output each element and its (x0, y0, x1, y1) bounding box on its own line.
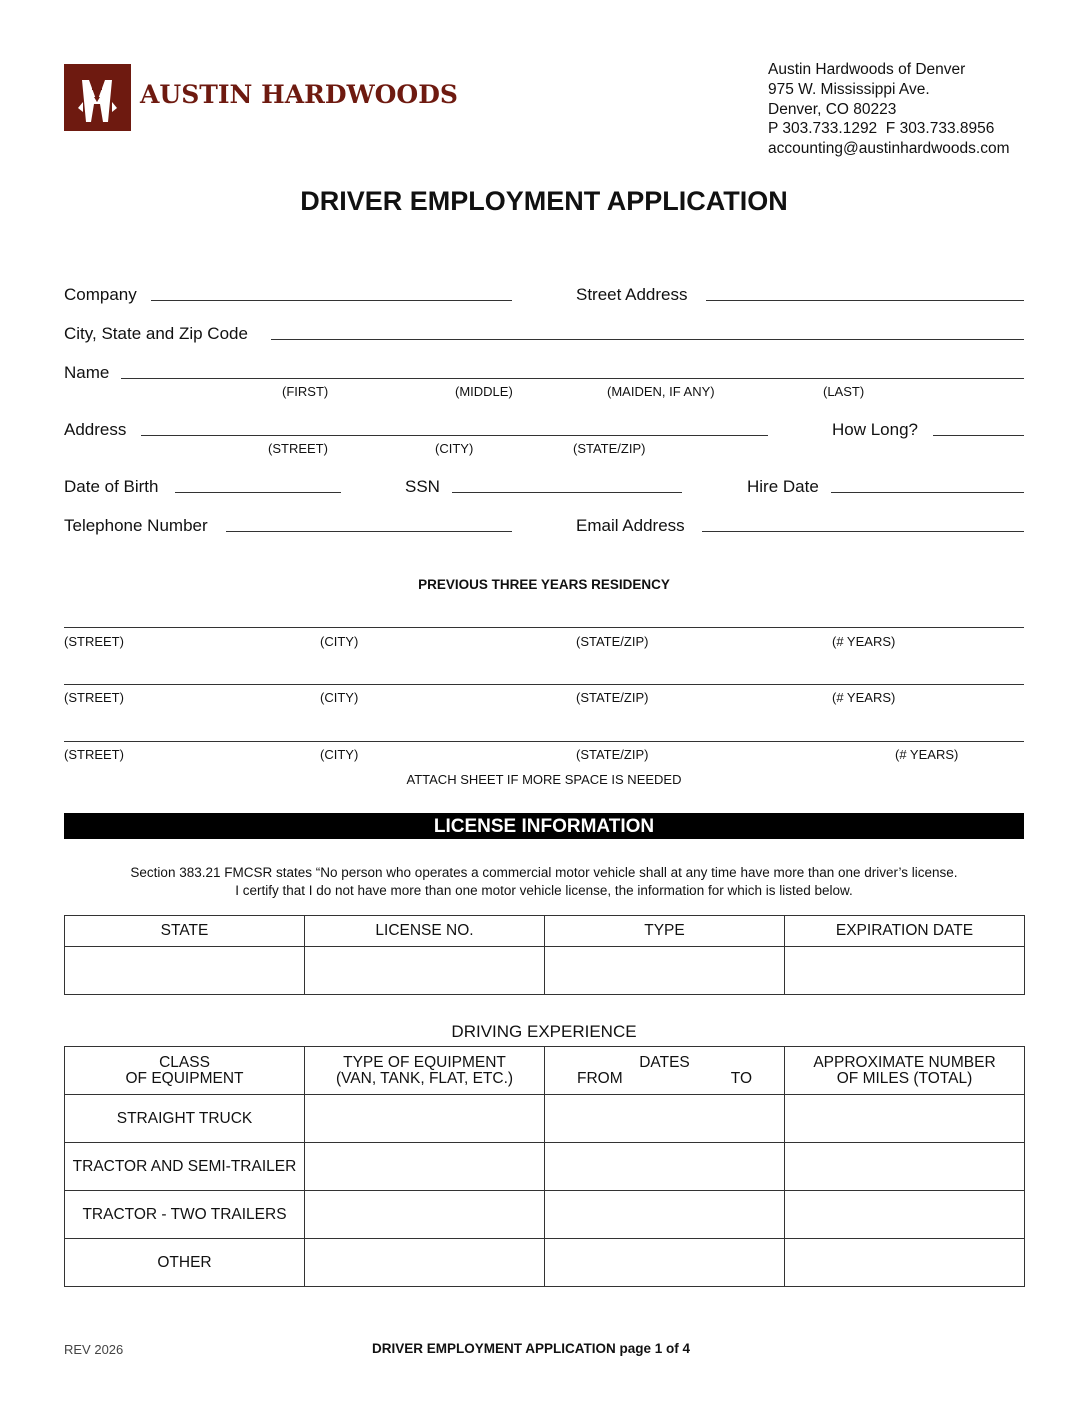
driving-experience-table (64, 1046, 1025, 1287)
exp-col-miles (785, 1047, 1025, 1095)
name-label: Name (64, 363, 110, 382)
exp-row-label: TRACTOR - TWO TRAILERS (65, 1191, 305, 1239)
residency-city-caption: (CITY) (320, 690, 359, 705)
license-col-type: TYPE (545, 916, 785, 947)
exp-miles-cell[interactable] (785, 1191, 1025, 1239)
city-state-zip-field[interactable] (271, 339, 1024, 340)
residency-years-caption: (# YEARS) (832, 634, 896, 649)
exp-col-dates-to: TO (730, 1069, 752, 1087)
phone-fax-line: P 303.733.1292 F 303.733.8956 (768, 120, 995, 138)
license-section-header: LICENSE INFORMATION (64, 813, 1024, 839)
address-line: Austin Hardwoods of Denver (768, 61, 966, 78)
exp-col-type-line: TYPE OF EQUIPMENT (343, 1053, 506, 1071)
exp-col-dates-from: FROM (577, 1069, 623, 1087)
email-label: Email Address (576, 516, 685, 535)
exp-type-cell[interactable] (305, 1239, 545, 1287)
residency-state-zip-caption: (STATE/ZIP) (576, 690, 649, 705)
license-state-cell[interactable] (65, 947, 305, 995)
address-line: 975 W. Mississippi Ave. (768, 80, 930, 98)
residency-years-caption: (# YEARS) (832, 690, 896, 705)
city-state-zip-label: City, State and Zip Code (64, 324, 248, 343)
exp-col-dates (545, 1047, 785, 1095)
name-maiden-caption: (MAIDEN, IF ANY) (607, 384, 715, 399)
company-label: Company (64, 285, 137, 304)
revision-label: REV 2026 (64, 1342, 124, 1357)
license-expiration-cell[interactable] (785, 947, 1025, 995)
footer-page-info (372, 1341, 690, 1356)
footer-title: DRIVER EMPLOYMENT APPLICATION (372, 1341, 616, 1356)
telephone-field[interactable] (226, 531, 512, 532)
exp-col-type-line: (VAN, TANK, FLAT, ETC.) (335, 1069, 514, 1087)
email-line: accounting@austinhardwoods.com (768, 140, 1010, 158)
exp-col-dates-title: DATES (639, 1053, 690, 1071)
email-field[interactable] (702, 531, 1024, 532)
exp-row-label: TRACTOR AND SEMI-TRAILER (65, 1143, 305, 1191)
how-long-label: How Long? (832, 420, 919, 439)
residency-line-3[interactable] (64, 741, 1024, 742)
license-type-cell[interactable] (545, 947, 785, 995)
address-city-caption: (CITY) (435, 441, 474, 456)
address-street-caption: (STREET) (268, 441, 328, 456)
exp-miles-cell[interactable] (785, 1143, 1025, 1191)
telephone-label: Telephone Number (64, 516, 208, 535)
residency-street-caption: (STREET) (64, 634, 124, 649)
residency-city-caption: (CITY) (320, 747, 359, 762)
residency-title: PREVIOUS THREE YEARS RESIDENCY (418, 577, 670, 592)
residency-years-caption: (# YEARS) (895, 747, 959, 762)
name-first-caption: (FIRST) (282, 384, 329, 399)
exp-type-cell[interactable] (305, 1191, 545, 1239)
exp-dates-cell[interactable] (545, 1239, 785, 1287)
dob-label: Date of Birth (64, 477, 159, 496)
exp-col-miles-line: OF MILES (TOTAL) (836, 1069, 973, 1087)
address-line: Denver, CO 80223 (768, 100, 897, 118)
how-long-field[interactable] (933, 435, 1024, 436)
exp-row-label: OTHER (65, 1239, 305, 1287)
address-label: Address (64, 420, 127, 439)
residency-state-zip-caption: (STATE/ZIP) (576, 747, 649, 762)
exp-col-class (65, 1047, 305, 1095)
exp-col-class-line: CLASS (159, 1053, 210, 1071)
name-middle-caption: (MIDDLE) (455, 384, 513, 399)
dob-field[interactable] (175, 492, 341, 493)
name-field[interactable] (121, 378, 1024, 379)
exp-col-type (305, 1047, 545, 1095)
license-number-cell[interactable] (305, 947, 545, 995)
address-state-zip-caption: (STATE/ZIP) (573, 441, 646, 456)
license-statement-line: Section 383.21 FMCSR states “No person who operates a commercial motor vehicle shall at any time have more than one driver’s license. (130, 865, 958, 880)
street-address-label: Street Address (576, 285, 688, 304)
license-statement-line: I certify that I do not have more than one motor vehicle license, the information for which is listed below. (235, 883, 853, 898)
hire-date-field[interactable] (831, 492, 1024, 493)
residency-state-zip-caption: (STATE/ZIP) (576, 634, 649, 649)
residency-street-caption: (STREET) (64, 690, 124, 705)
address-field[interactable] (141, 435, 768, 436)
exp-miles-cell[interactable] (785, 1095, 1025, 1143)
exp-row-label: STRAIGHT TRUCK (65, 1095, 305, 1143)
license-col-state: STATE (65, 916, 305, 947)
page-title: DRIVER EMPLOYMENT APPLICATION (300, 186, 788, 216)
exp-col-miles-line: APPROXIMATE NUMBER (813, 1053, 996, 1071)
exp-miles-cell[interactable] (785, 1239, 1025, 1287)
ssn-label: SSN (405, 477, 440, 496)
street-address-field[interactable] (706, 300, 1024, 301)
company-field[interactable] (151, 300, 512, 301)
austin-hardwoods-emblem-icon (64, 64, 131, 131)
driving-experience-title: DRIVING EXPERIENCE (451, 1022, 637, 1041)
exp-col-class-line: OF EQUIPMENT (125, 1069, 244, 1087)
residency-line-2[interactable] (64, 684, 1024, 685)
residency-city-caption: (CITY) (320, 634, 359, 649)
company-address-block (768, 60, 1009, 159)
ssn-field[interactable] (452, 492, 682, 493)
residency-street-caption: (STREET) (64, 747, 124, 762)
hire-date-label: Hire Date (747, 477, 819, 496)
exp-dates-cell[interactable] (545, 1143, 785, 1191)
name-last-caption: (LAST) (823, 384, 865, 399)
exp-type-cell[interactable] (305, 1143, 545, 1191)
exp-type-cell[interactable] (305, 1095, 545, 1143)
brand-logo-text: AUSTIN HARDWOODS (140, 80, 458, 109)
attach-sheet-note: ATTACH SHEET IF MORE SPACE IS NEEDED (406, 772, 682, 787)
license-table (64, 915, 1025, 995)
footer-page-number: page 1 of 4 (619, 1341, 691, 1356)
residency-line-1[interactable] (64, 627, 1024, 628)
exp-dates-cell[interactable] (545, 1095, 785, 1143)
exp-dates-cell[interactable] (545, 1191, 785, 1239)
license-col-expiration: EXPIRATION DATE (785, 916, 1025, 947)
license-col-number: LICENSE NO. (305, 916, 545, 947)
license-statement (0, 864, 1088, 900)
